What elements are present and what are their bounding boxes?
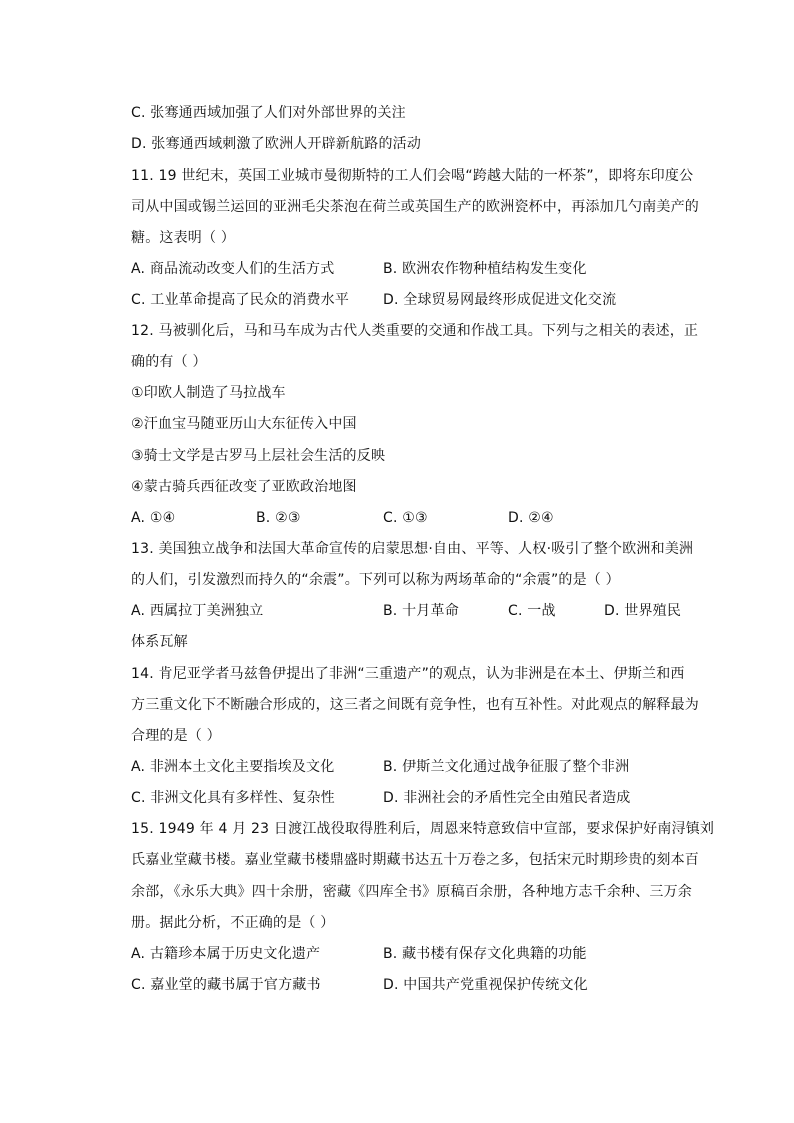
q11-option-b: B. 欧洲农作物种植结构发生变化 <box>383 261 587 277</box>
q15-option-a: A. 古籍珍本属于历史文化遗产 <box>131 946 321 962</box>
q11-option-c: C. 工业革命提高了民众的消费水平 <box>131 292 350 308</box>
q12-statement-3: ③骑士文学是古罗马上层社会生活的反映 <box>131 448 386 464</box>
q11-stem-line-2: 司从中国或锡兰运回的亚洲毛尖茶泡在荷兰或英国生产的欧洲瓷杯中，再添加几勺南美产的 <box>131 199 699 215</box>
q12-option-a: A. ①④ <box>131 510 176 526</box>
q12-option-d: D. ②④ <box>508 510 554 526</box>
q13-option-d-continued: 体系瓦解 <box>131 634 188 650</box>
q13-option-c: C. 一战 <box>508 603 556 619</box>
q10-option-d: D. 张骞通西域刺激了欧洲人开辟新航路的活动 <box>131 136 422 152</box>
q14-option-b: B. 伊斯兰文化通过战争征服了整个非洲 <box>383 759 630 775</box>
q12-option-b: B. ②③ <box>256 510 301 526</box>
q14-stem-line-2: 方三重文化下不断融合形成的，这三者之间既有竞争性，也有互补性。对此观点的解释最为 <box>131 697 699 713</box>
q14-option-a: A. 非洲本土文化主要指埃及文化 <box>131 759 335 775</box>
q15-stem-line-4: 册。据此分析，不正确的是（ ） <box>131 915 335 931</box>
q15-option-d: D. 中国共产党重视保护传统文化 <box>383 977 588 993</box>
q15-stem-line-2: 氏嘉业堂藏书楼。嘉业堂藏书楼鼎盛时期藏书达五十万卷之多，包括宋元时期珍贵的刻本百 <box>131 852 699 868</box>
q10-option-c: C. 张骞通西域加强了人们对外部世界的关注 <box>131 105 406 121</box>
q15-stem-line-1: 15. 1949 年 4 月 23 日渡江战役取得胜利后，周恩来特意致信中宣部，要求保护好南浔镇刘 <box>131 821 715 837</box>
q12-stem-line-2: 确的有（ ） <box>131 354 207 370</box>
q14-option-d: D. 非洲社会的矛盾性完全由殖民者造成 <box>383 790 631 806</box>
q11-stem-line-1: 11. 19 世纪末，英国工业城市曼彻斯特的工人们会喝“跨越大陆的一杯茶”，即将东印度公 <box>131 168 694 184</box>
q14-stem-line-1: 14. 肯尼亚学者马兹鲁伊提出了非洲“三重遗产”的观点，认为非洲是在本土、伊斯兰和西 <box>131 666 685 682</box>
q13-stem-line-1: 13. 美国独立战争和法国大革命宣传的启蒙思想·自由、平等、人权·吸引了整个欧洲和美洲 <box>131 541 694 557</box>
q12-statement-2: ②汗血宝马随亚历山大东征传入中国 <box>131 416 357 432</box>
q13-stem-line-2: 的人们，引发激烈而持久的“余震”。下列可以称为两场革命的“余震”的是（ ） <box>131 572 620 588</box>
q15-stem-line-3: 余部，《永乐大典》四十余册，密藏《四库全书》原稿百余册，各种地方志千余种、三万余 <box>131 884 692 900</box>
q11-option-a: A. 商品流动改变人们的生活方式 <box>131 261 335 277</box>
q15-option-c: C. 嘉业堂的藏书属于官方藏书 <box>131 977 321 993</box>
q15-option-b: B. 藏书楼有保存文化典籍的功能 <box>383 946 587 962</box>
q11-stem-line-3: 糖。这表明（ ） <box>131 230 236 246</box>
q13-option-b: B. 十月革命 <box>383 603 459 619</box>
q12-stem-line-1: 12. 马被驯化后，马和马车成为古代人类重要的交通和作战工具。下列与之相关的表述，正 <box>131 323 699 339</box>
q13-option-d: D. 世界殖民 <box>604 603 682 619</box>
q12-option-c: C. ①③ <box>383 510 428 526</box>
q12-statement-1: ①印欧人制造了马拉战车 <box>131 385 286 401</box>
q14-stem-line-3: 合理的是（ ） <box>131 728 221 744</box>
q11-option-d: D. 全球贸易网最终形成促进文化交流 <box>383 292 617 308</box>
q12-statement-4: ④蒙古骑兵西征改变了亚欧政治地图 <box>131 479 357 495</box>
q14-option-c: C. 非洲文化具有多样性、复杂性 <box>131 790 335 806</box>
q13-option-a: A. 西属拉丁美洲独立 <box>131 603 264 619</box>
